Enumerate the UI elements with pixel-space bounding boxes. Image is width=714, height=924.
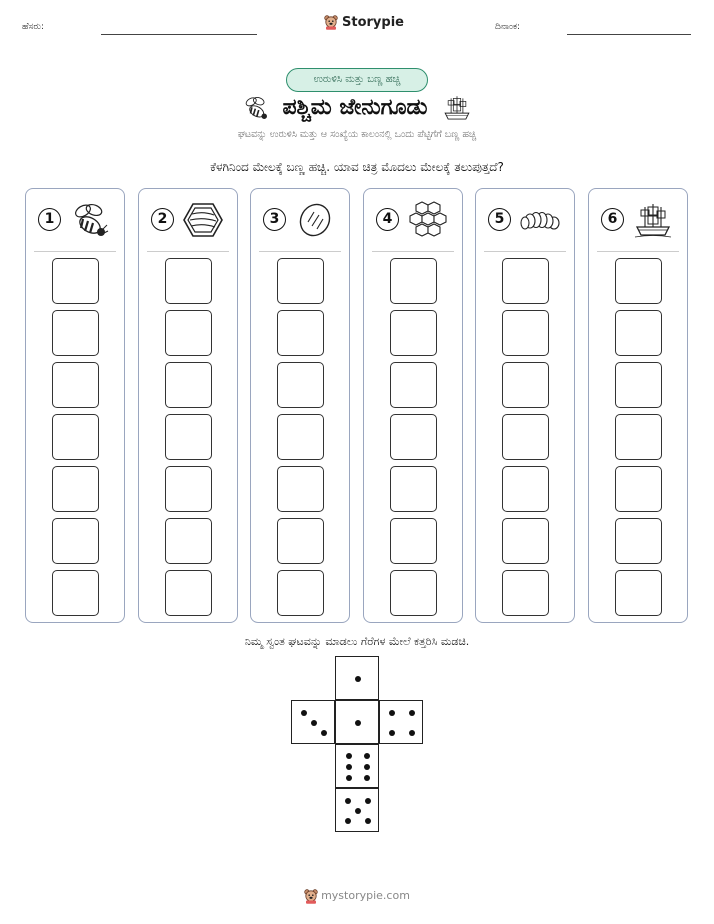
brand-name: Storypie xyxy=(342,14,404,30)
color-box[interactable] xyxy=(502,258,549,304)
cut-fold-instruction: ನಿಮ್ಮ ಸ್ವಂತ ಘಟವನ್ನು ಮಾಡಲು ಗೆರೆಗಳ ಮೇಲೆ ಕತ್ತರಿಸಿ ಮಡಚಿ. xyxy=(244,635,470,648)
dice-pip xyxy=(355,808,361,814)
color-box[interactable] xyxy=(615,258,662,304)
dice-face-1 xyxy=(335,656,379,700)
color-box[interactable] xyxy=(52,310,99,356)
color-box[interactable] xyxy=(502,362,549,408)
color-box[interactable] xyxy=(390,258,437,304)
color-box[interactable] xyxy=(52,518,99,564)
color-box[interactable] xyxy=(615,310,662,356)
dice-pip xyxy=(389,710,395,716)
color-box[interactable] xyxy=(502,414,549,460)
column-number: 1 xyxy=(38,208,61,231)
color-box[interactable] xyxy=(277,310,324,356)
dice-pip xyxy=(346,764,352,770)
color-box[interactable] xyxy=(52,258,99,304)
color-box[interactable] xyxy=(277,570,324,616)
color-box[interactable] xyxy=(390,570,437,616)
date-label: ದಿನಾಂಕ: xyxy=(495,22,521,32)
separator xyxy=(597,251,679,252)
dice-pip xyxy=(364,764,370,770)
color-box[interactable] xyxy=(52,414,99,460)
color-box[interactable] xyxy=(165,466,212,512)
column-number: 2 xyxy=(151,208,174,231)
separator xyxy=(259,251,341,252)
honeycomb-cell-icon xyxy=(183,201,223,239)
column-6 xyxy=(588,188,688,623)
separator xyxy=(484,251,566,252)
color-box[interactable] xyxy=(165,310,212,356)
separator xyxy=(34,251,116,252)
title-text: ಪಶ್ಚಿಮ ಜೇನುಗೂಡು xyxy=(282,95,428,120)
dice-pip xyxy=(311,720,317,726)
color-box[interactable] xyxy=(277,258,324,304)
bee-icon xyxy=(242,95,270,121)
column-2 xyxy=(138,188,238,623)
color-box[interactable] xyxy=(165,362,212,408)
name-label: ಹೆಸರು: xyxy=(22,22,45,32)
bear-mascot-icon xyxy=(304,888,318,904)
dice-pip xyxy=(409,730,415,736)
bread-icon xyxy=(295,201,335,239)
ship-icon xyxy=(442,94,472,122)
dice-pip xyxy=(355,676,361,682)
question: ಕೆಳಗಿನಿಂದ ಮೇಲಕ್ಕೆ ಬಣ್ಣ ಹಚ್ಚಿ. ಯಾವ ಚಿತ್ರ ಮೊದಲು ಮೇಲಕ್ಕೆ ತಲುಪುತ್ತದೆ? xyxy=(210,160,504,174)
name-field-line[interactable] xyxy=(101,34,257,35)
honeycomb-icon xyxy=(408,201,448,239)
subtitle: ಘಟವನ್ನು ಉರುಳಿಸಿ ಮತ್ತು ಆ ಸಂಖ್ಯೆಯ ಕಾಲಂನಲ್ಲಿ ಒಂದು ಪೆಟ್ಟಿಗೆಗೆ ಬಣ್ಣ ಹಚ್ಚಿ xyxy=(237,129,477,140)
column-3 xyxy=(250,188,350,623)
dice-pip xyxy=(355,720,361,726)
dice-pip xyxy=(364,753,370,759)
column-number: 4 xyxy=(376,208,399,231)
color-box[interactable] xyxy=(615,466,662,512)
dice-face-6 xyxy=(335,788,379,832)
dice-pip xyxy=(345,798,351,804)
color-box[interactable] xyxy=(390,310,437,356)
footer-url: mystorypie.com xyxy=(321,889,410,902)
dice-pip xyxy=(364,775,370,781)
column-5 xyxy=(475,188,575,623)
column-number: 6 xyxy=(601,208,624,231)
page-title xyxy=(0,94,714,122)
color-box[interactable] xyxy=(390,414,437,460)
dice-pip xyxy=(345,818,351,824)
color-box[interactable] xyxy=(390,518,437,564)
bee-icon xyxy=(70,201,110,239)
separator xyxy=(147,251,229,252)
dice-face-5 xyxy=(335,744,379,788)
separator xyxy=(372,251,454,252)
color-box[interactable] xyxy=(165,258,212,304)
color-box[interactable] xyxy=(277,362,324,408)
color-box[interactable] xyxy=(615,518,662,564)
dice-pip xyxy=(409,710,415,716)
color-box[interactable] xyxy=(52,570,99,616)
color-box[interactable] xyxy=(502,518,549,564)
date-field-line[interactable] xyxy=(567,34,691,35)
color-box[interactable] xyxy=(165,414,212,460)
header xyxy=(0,14,714,44)
bear-mascot-icon xyxy=(324,14,338,30)
activity-badge: ಉರುಳಿಸಿ ಮತ್ತು ಬಣ್ಣ ಹಚ್ಚಿ xyxy=(286,68,428,92)
footer xyxy=(0,888,714,904)
dice-face-3 xyxy=(335,700,379,744)
color-box[interactable] xyxy=(615,414,662,460)
color-box[interactable] xyxy=(615,362,662,408)
color-box[interactable] xyxy=(390,362,437,408)
color-box[interactable] xyxy=(615,570,662,616)
dice-pip xyxy=(301,710,307,716)
color-box[interactable] xyxy=(52,466,99,512)
brand-logo xyxy=(324,14,404,30)
larva-icon xyxy=(520,201,560,239)
color-box[interactable] xyxy=(52,362,99,408)
ship-icon xyxy=(633,201,673,239)
color-box[interactable] xyxy=(390,466,437,512)
dice-pip xyxy=(389,730,395,736)
dice-pip xyxy=(346,753,352,759)
column-number: 3 xyxy=(263,208,286,231)
dice-pip xyxy=(365,818,371,824)
dice-pip xyxy=(346,775,352,781)
color-box[interactable] xyxy=(277,466,324,512)
dice-face-4 xyxy=(379,700,423,744)
color-box[interactable] xyxy=(502,466,549,512)
column-4 xyxy=(363,188,463,623)
color-box[interactable] xyxy=(277,518,324,564)
color-box[interactable] xyxy=(502,570,549,616)
color-box[interactable] xyxy=(165,570,212,616)
color-box[interactable] xyxy=(277,414,324,460)
color-box[interactable] xyxy=(165,518,212,564)
column-number: 5 xyxy=(488,208,511,231)
column-1 xyxy=(25,188,125,623)
color-box[interactable] xyxy=(502,310,549,356)
dice-face-2 xyxy=(291,700,335,744)
dice-pip xyxy=(365,798,371,804)
dice-pip xyxy=(321,730,327,736)
